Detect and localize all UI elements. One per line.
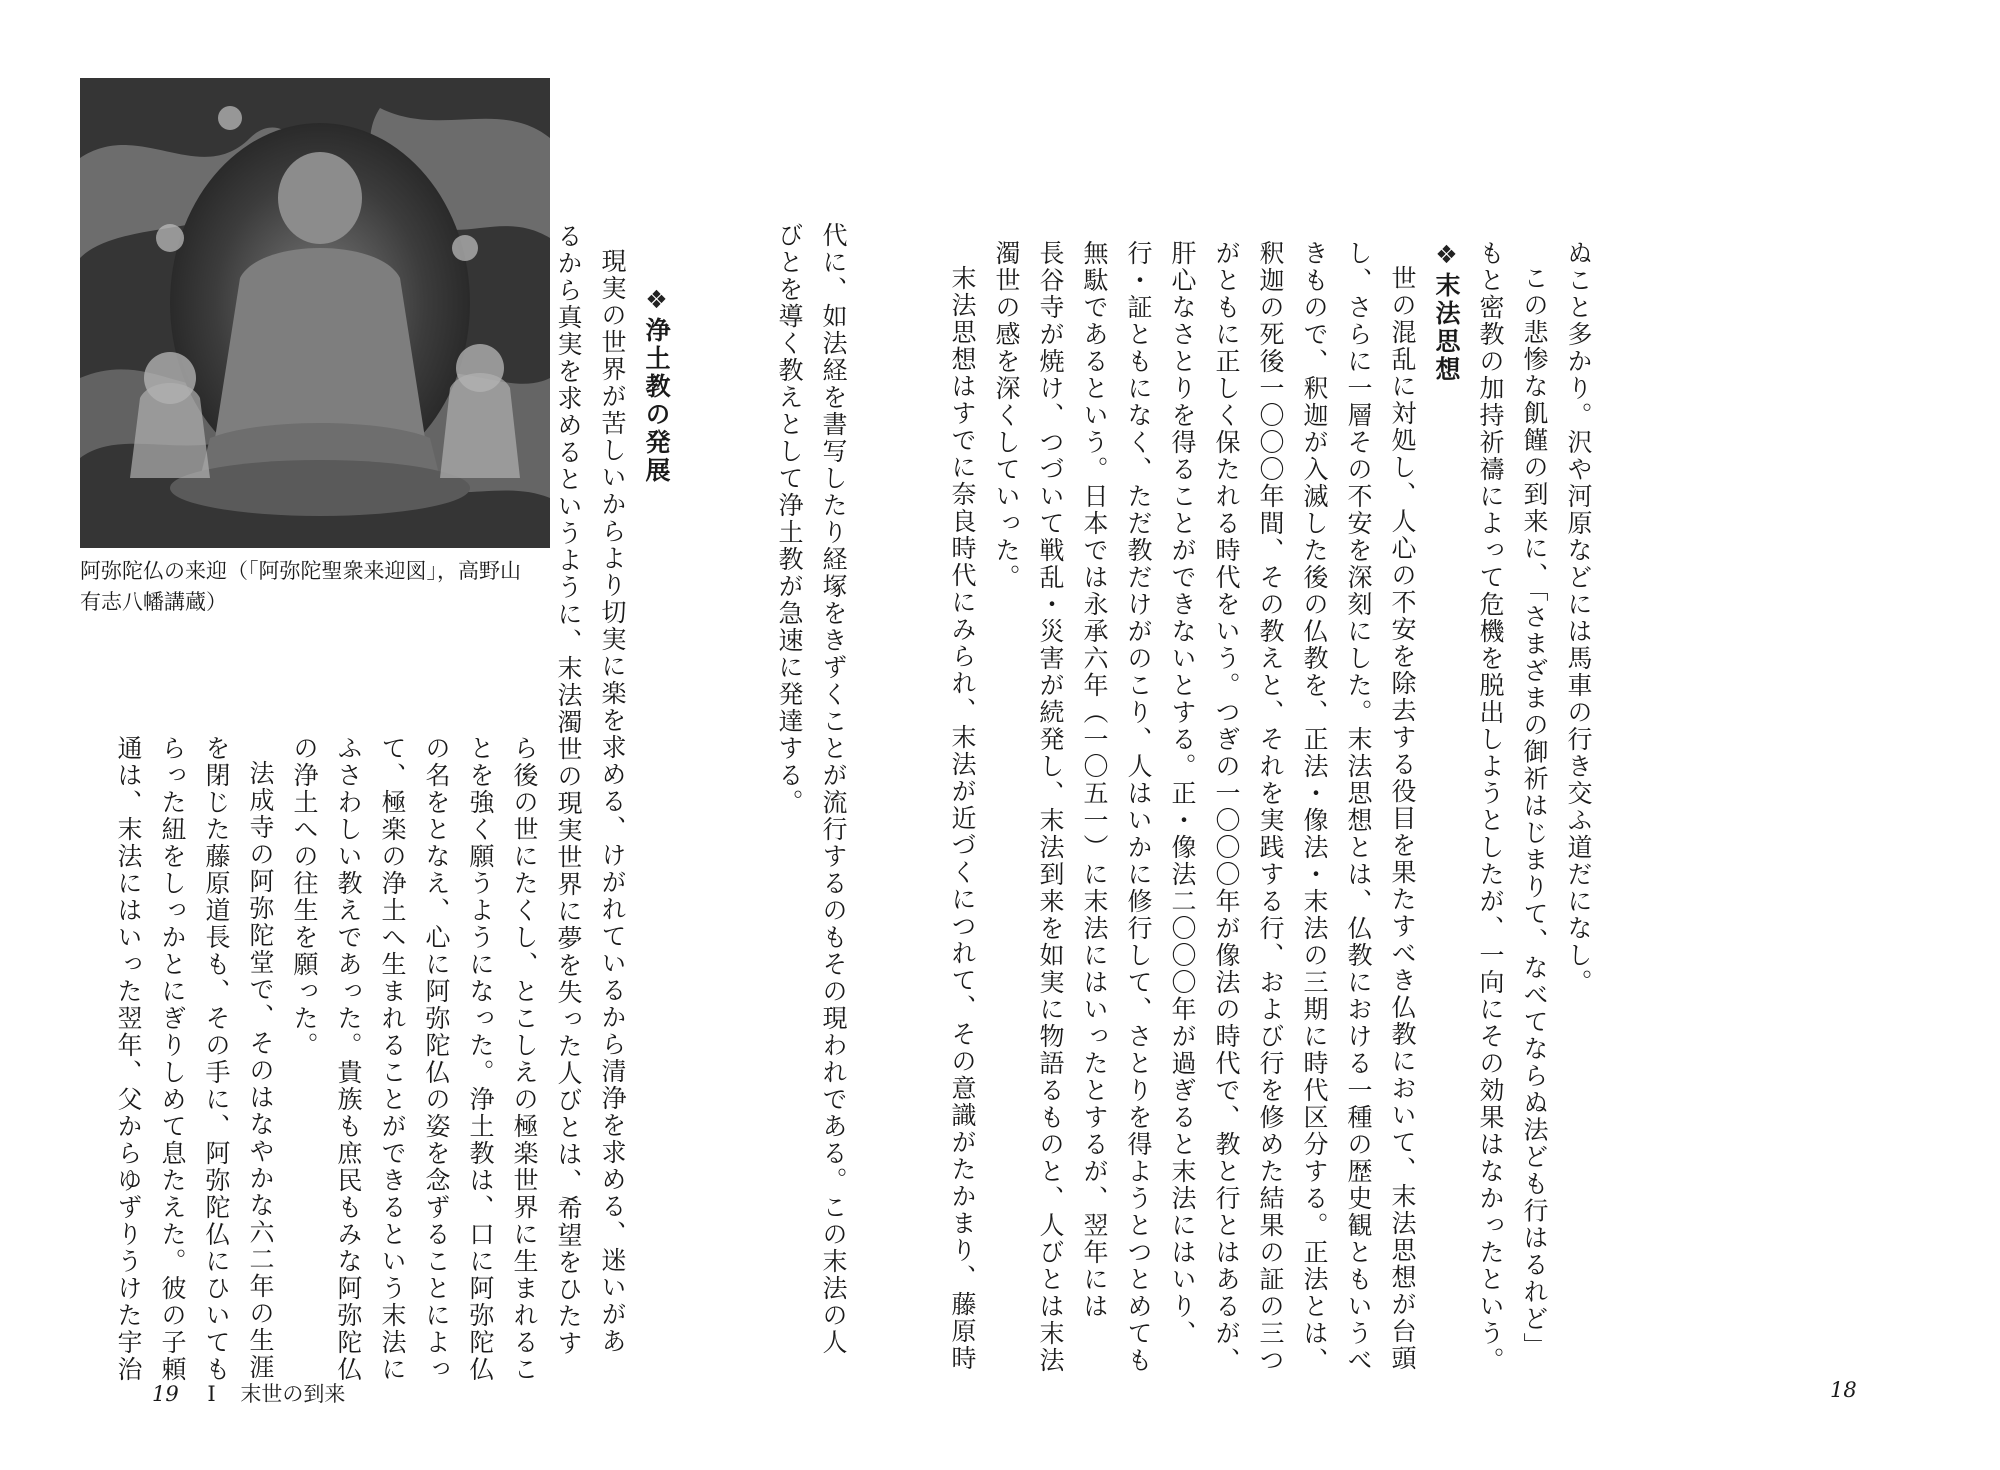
section-heading-mappo — [1424, 240, 1468, 1350]
caption-line: 阿弥陀仏の来迎（「阿弥陀聖衆来迎図」，高野山 — [80, 559, 521, 583]
part-numeral: Ⅰ — [207, 1382, 216, 1406]
left-page-main-text — [114, 223, 678, 1383]
body-line: の浄土への往生を願った。 — [290, 735, 319, 1059]
right-page-text — [948, 240, 1600, 1374]
paragraph: もと密教の加持祈禱によって危機を脱出しようとしたが、一向にその効果はなかったという。 — [1476, 240, 1505, 1374]
body-line: 行・証ともになく、ただ教だけがのこり、人はいかに修行して、さとりを得ようとつとめても — [1124, 240, 1153, 1374]
paragraph: この悲惨な飢饉の到来に、「さまざまの御祈はじまりて、なべてならぬ法ども行はるれど」 — [1520, 265, 1549, 1360]
diamond-bullet-icon: ❖ — [1432, 240, 1461, 272]
body-line: 末法思想はすでに奈良時代にみられ、末法が近づくにつれて、その意識がたかまり、藤原時 — [948, 265, 977, 1372]
chapter-title: 末世の到来 — [240, 1382, 346, 1406]
body-line: 長谷寺が焼け、つづいて戦乱・災害が続発し、末法到来を如実に物語るものと、人びとは末法 — [1036, 240, 1065, 1374]
body-line: びとを導く教えとして浄土教が急速に発達する。 — [775, 222, 804, 816]
body-line: 釈迦の死後一〇〇〇年間、その教えと、それを実践する行、および行を修めた結果の証の三つ — [1256, 240, 1285, 1374]
body-line: がともに正しく保たれる時代をいう。つぎの一〇〇〇年が像法の時代で、教と行とはあるが、 — [1212, 240, 1241, 1374]
body-line: らった紐をしっかとにぎりしめて息たえた。彼の子頼 — [158, 735, 187, 1383]
paragraph: ぬこと多かり。沢や河原などには馬車の行き交ふ道だになし。 — [1564, 240, 1593, 996]
page-number-left: 19 — [152, 1382, 179, 1406]
body-line: 現実の世界が苦しいからより切実に楽を求める、けがれているから清浄を求める、迷いがあ — [598, 248, 627, 1355]
body-line: て、極楽の浄土へ生まれることができるという末法に — [378, 735, 407, 1383]
body-line: ら後の世にたくし、とこしえの極楽世界に生まれるこ — [510, 735, 539, 1383]
caption-line: 有志八幡講蔵） — [80, 590, 227, 614]
body-line: 濁世の感を深くしていった。 — [992, 240, 1021, 591]
body-line: 通は、末法にはいった翌年、父からゆずりうけた宇治 — [114, 735, 143, 1383]
heading-label: 浄土教の発展 — [642, 317, 671, 485]
body-line: を閉じた藤原道長も、その手に、阿弥陀仏にひいても — [202, 735, 231, 1383]
body-line: 世の混乱に対処し、人心の不安を除去する役目を果たすべき仏教において、末法思想が台頭 — [1388, 265, 1417, 1372]
body-line: 肝心なさとりを得ることができないとする。正・像法二〇〇〇年が過ぎると末法にはいり、 — [1168, 240, 1197, 1347]
body-line: 無駄であるという。日本では永承六年（一〇五一）に末法にはいったとするが、翌年には — [1080, 240, 1109, 1320]
body-line: ふさわしい教えであった。貴族も庶民もみな阿弥陀仏 — [334, 735, 363, 1383]
diamond-bullet-icon: ❖ — [642, 285, 671, 317]
heading-label: 末法思想 — [1432, 272, 1461, 384]
page-number-right: 18 — [1830, 1378, 1857, 1402]
body-line: るから真実を求めるというように、末法濁世の現実世界に夢を失った人びとは、希望をひたす — [554, 223, 583, 1357]
body-line: の名をとなえ、心に阿弥陀仏の姿を念ずることによっ — [422, 735, 451, 1383]
running-footer-left — [152, 1378, 345, 1408]
section-heading-jodokyo — [634, 285, 678, 1340]
body-line: し、さらに一層その不安を深刻にした。末法思想とは、仏教における一種の歴史観ともいうべ — [1344, 240, 1373, 1374]
body-line: きもので、釈迦が入滅した後の仏教を、正法・像法・末法の三期に時代区分する。正法とは、 — [1300, 240, 1329, 1374]
body-line: 法成寺の阿弥陀堂で、そのはなやかな六二年の生涯 — [246, 760, 275, 1381]
body-line: とを強く願うようになった。浄土教は、口に阿弥陀仏 — [466, 735, 495, 1383]
body-line: 代に、如法経を書写したり経塚をきずくことが流行するのもその現われである。この末法の人 — [819, 222, 848, 1356]
